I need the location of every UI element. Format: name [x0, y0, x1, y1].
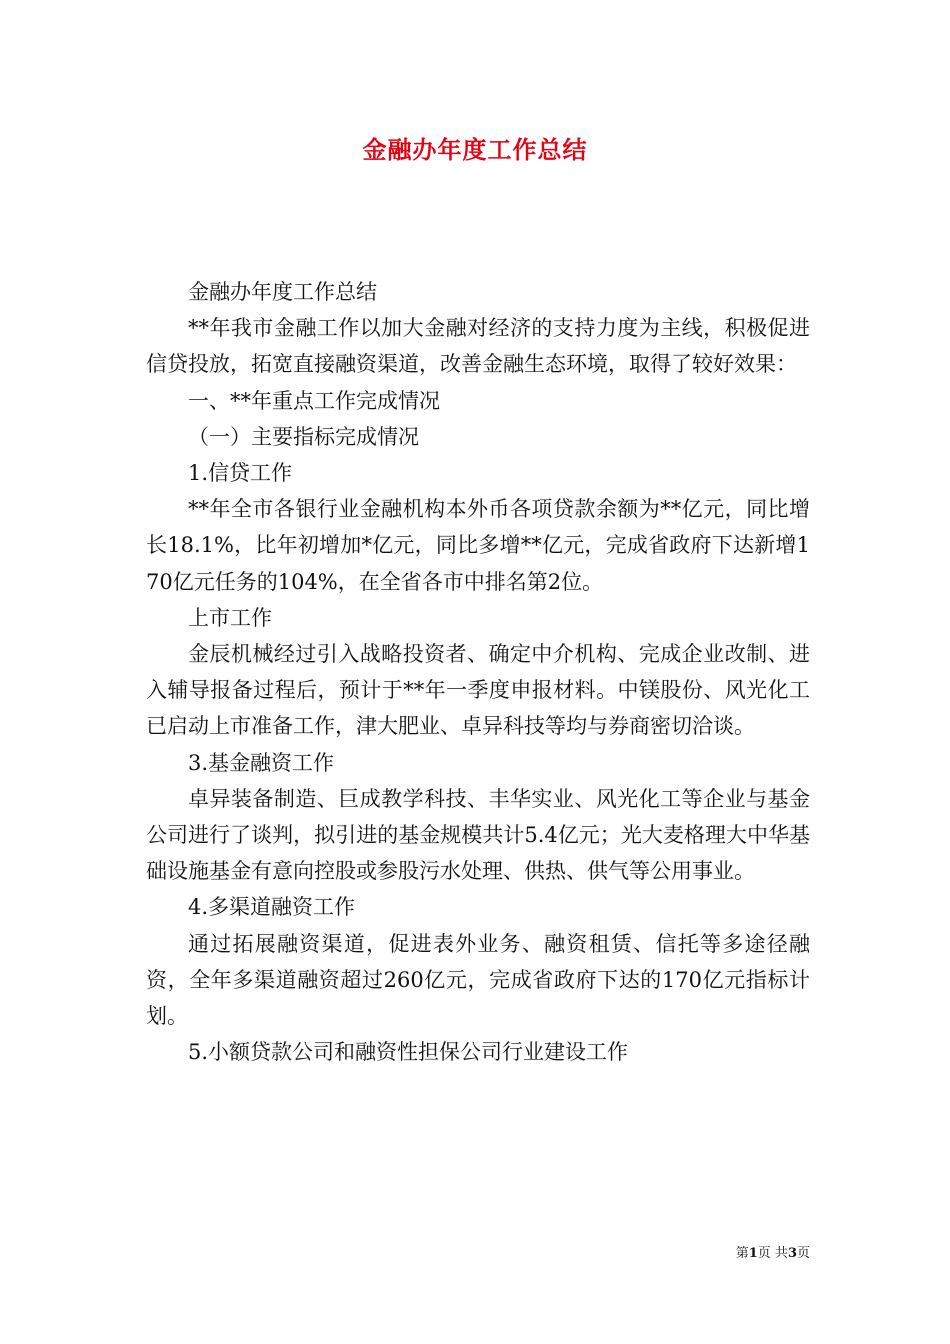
footer-prefix: 第	[735, 1246, 749, 1261]
paragraph: （一）主要指标完成情况	[188, 424, 419, 449]
paragraph: **年我市金融工作以加大金融对经济的支持力度为主线，积极促进信贷投放，拓宽直接融资渠道，改善金融生态环境，取得了较好效果：	[146, 316, 810, 377]
document-title: 金融办年度工作总结	[362, 135, 588, 164]
paragraph: 卓异装备制造、巨成教学科技、丰华实业、风光化工等企业与基金公司进行了谈判，拟引进的基金规模共计5.4亿元；光大麦格理大中华基础设施基金有意向控股或参股污水处理、供热、供气等公用事业。	[146, 786, 810, 884]
page-footer	[700, 1244, 810, 1264]
paragraph: 上市工作	[188, 605, 272, 630]
paragraph: 通过拓展融资渠道，促进表外业务、融资租赁、信托等多途径融资，全年多渠道融资超过260亿元，完成省政府下达的170亿元指标计划。	[146, 931, 810, 1029]
footer-suffix: 页	[796, 1246, 810, 1261]
paragraph: 金辰机械经过引入战略投资者、确定中介机构、完成企业改制、进入辅导报备过程后，预计于**年一季度申报材料。中镁股份、风光化工已启动上市准备工作，津大肥业、卓异科技等均与券商密切洽谈。	[146, 642, 810, 739]
paragraph: **年全市各银行业金融机构本外币各项贷款余额为**亿元，同比增长18.1%，比年初增加*亿元，同比多增**亿元，完成省政府下达新增170亿元任务的104%，在全省各市中排名第2位。	[146, 497, 810, 594]
document-body	[146, 274, 810, 1070]
paragraph: 1.信贷工作	[188, 461, 293, 486]
paragraph: 4.多渠道融资工作	[188, 895, 356, 920]
current-page-number: 1	[748, 1246, 758, 1261]
total-pages-number: 3	[787, 1246, 797, 1261]
paragraph: 5.小额贷款公司和融资性担保公司行业建设工作	[188, 1040, 629, 1065]
paragraph: 金融办年度工作总结	[188, 280, 377, 304]
footer-middle: 页 共	[757, 1246, 788, 1261]
paragraph: 3.基金融资工作	[188, 750, 335, 775]
paragraph: 一、**年重点工作完成情况	[188, 388, 440, 413]
